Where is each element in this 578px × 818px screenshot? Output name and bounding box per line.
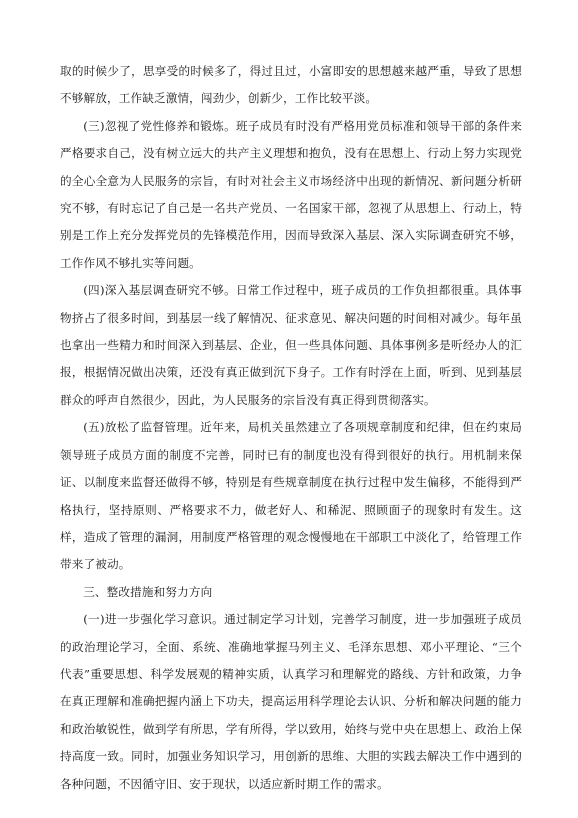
section-heading: 三、整改措施和努力方向 (83, 584, 213, 599)
paragraph-supervision: (五)放松了监督管理。近年来，局机关虽然建立了各项规章制度和纪律，但在约束局领导班子成员方面的制度不完善，同时已有的制度也没有得到很好的执行。用机制来保证、以制度来监督还做得不够，特别是有些规章制度在执行过程中发生偏移，不能得到严格执行，坚持原则、严格要求不力，做老好人、和稀泥、照顾面子的现象时有发生。这样，造成了管理的漏洞，用制度严格管理的观念慢慢地在干部职工中淡化了，给管理工作带来了被动。 (60, 420, 522, 572)
paragraph-continuation: 取的时候少了，思享受的时候多了，得过且过，小富即安的思想越来越严重，导致了思想不够解放，工作缺乏激情，闯劲少，创新少，工作比较平淡。 (60, 64, 522, 106)
paragraph-grassroots-research: (四)深入基层调查研究不够。日常工作过程中，班子成员的工作负担都很重。具体事物挤占了很多时间，到基层一线了解情况、征求意见、解决问题的时间相对减少。每年虽也拿出一些精力和时间深入到基层、企业，但一些具体问题、具体事例多是听经办人的汇报，根据情况做出决策，还没有真正做到沉下身子。工作有时浮在上面，听到、见到基层群众的呼声自然很少，因此，为人民服务的宗旨没有真正得到贯彻落实。 (60, 283, 522, 407)
paragraph-study-awareness: (一)进一步强化学习意识。通过制定学习计划，完善学习制度，进一步加强班子成员的政治理论学习，全面、系统、准确地掌握马列主义、毛泽东思想、邓小平理论、“三个代表”重要思想、科学发展观的精神实质，认真学习和理解党的路线、方针和政策，力争在真正理解和准确把握内涵上下功夫，提高运用科学理论去认识、分析和解决问题的能力和政治敏锐性，做到学有所思，学有所得，学以致用，始终与党中央在思想上、政治上保持高度一致。同时，加强业务知识学习，用创新的思维、大胆的实践去解决工作中遇到的各种问题，不因循守旧、安于现状，以适应新时期工作的需求。 (60, 612, 522, 791)
paragraph-party-spirit: (三)忽视了党性修养和锻炼。班子成员有时没有严格用党员标准和领导干部的条件来严格要求自己，没有树立远大的共产主义理想和抱负，没有在思想上、行动上努力实现党的全心全意为人民服务的宗旨，有时对社会主义市场经济中出现的新情况、新问题分析研究不够，有时忘记了自己是一名共产党员、一名国家干部，忽视了从思想上、行动上，特别是工作上充分发挥党员的先锋模范作用，因而导致深入基层、深入实际调查研究不够，工作作风不够扎实等问题。 (60, 118, 522, 270)
